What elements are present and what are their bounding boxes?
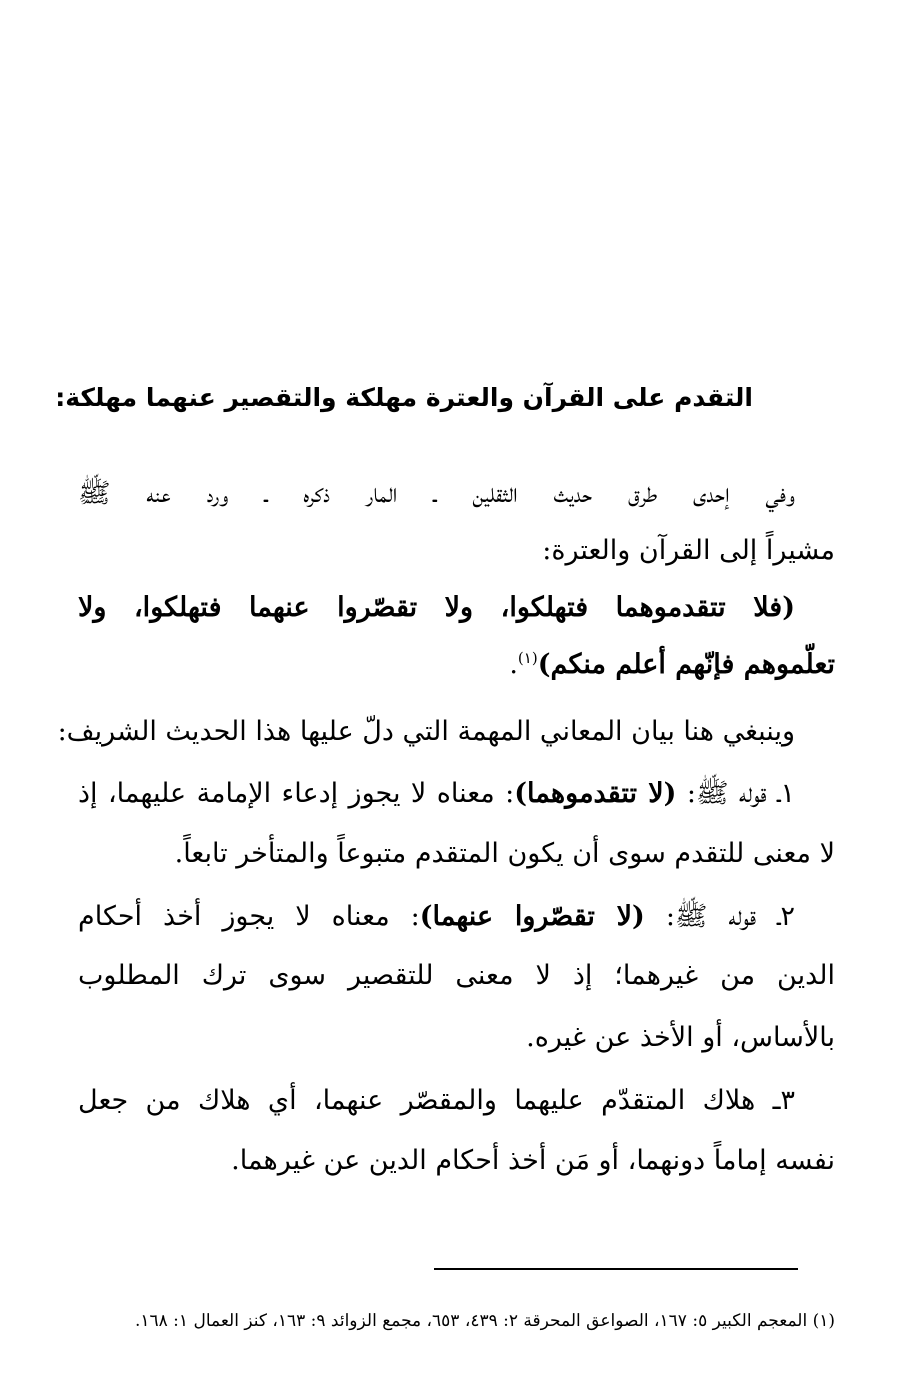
paragraph-line: نفسه إماماً دونهما، أو مَن أخذ أحكام الدين عن غيرهما. xyxy=(231,1145,835,1176)
paragraph-line xyxy=(78,903,795,930)
point-two-prefix: ٢ـ قوله ﷺ: xyxy=(644,901,796,932)
footnote-text: (١) المعجم الكبير ٥: ١٦٧، الصواعق المحرقة ٢: ٤٣٩، ٦٥٣، مجمع الزوائد ٩: ١٦٣، كنز العمال ١: ١٦٨. xyxy=(134,1311,835,1331)
point-two-quote: (لا تقصّروا عنهما) xyxy=(419,901,645,932)
paragraph-line: مشيراً إلى القرآن والعترة: xyxy=(542,535,835,566)
hadith-quote-line xyxy=(509,651,835,678)
section-heading: التقدم على القرآن والعترة مهلكة والتقصير عنهما مهلكة: xyxy=(55,383,753,412)
paragraph-line: وفي إحدى طرق حديث الثقلين ـ المار ذكره ـ ورد عنه ﷺ xyxy=(78,478,795,509)
point-one-quote: (لا تتقدموهما) xyxy=(514,778,677,809)
paragraph-line: ٣ـ هلاك المتقدّم عليهما والمقصّر عنهما، أي هلاك من جعل xyxy=(78,1085,795,1116)
paragraph-line xyxy=(78,780,795,807)
footnote-reference: (١) xyxy=(517,649,538,667)
paragraph-line: وينبغي هنا بيان المعاني المهمة التي دلّ عليها هذا الحديث الشريف: xyxy=(57,716,795,747)
footnote-separator xyxy=(434,1268,798,1270)
point-one-prefix: ١ـ قوله ﷺ: xyxy=(676,778,796,809)
footnote-reference-period: . xyxy=(509,649,518,680)
hadith-quote-text: تعلّموهم فإنّهم أعلم منكم) xyxy=(537,649,835,680)
point-one-text: : معناه لا يجوز إدعاء الإمامة عليهما، إذ xyxy=(78,778,515,809)
hadith-quote-line: (فلا تتقدموهما فتهلكوا، ولا تقصّروا عنهما فتهلكوا، ولا xyxy=(78,592,795,623)
point-two-text: : معناه لا يجوز أخذ أحكام xyxy=(78,901,420,932)
paragraph-line: الدين من غيرهما؛ إذ لا معنى للتقصير سوى ترك المطلوب xyxy=(78,960,835,991)
paragraph-line: بالأساس، أو الأخذ عن غيره. xyxy=(526,1022,835,1053)
paragraph-line: لا معنى للتقدم سوى أن يكون المتقدم متبوعاً والمتأخر تابعاً. xyxy=(174,838,835,869)
